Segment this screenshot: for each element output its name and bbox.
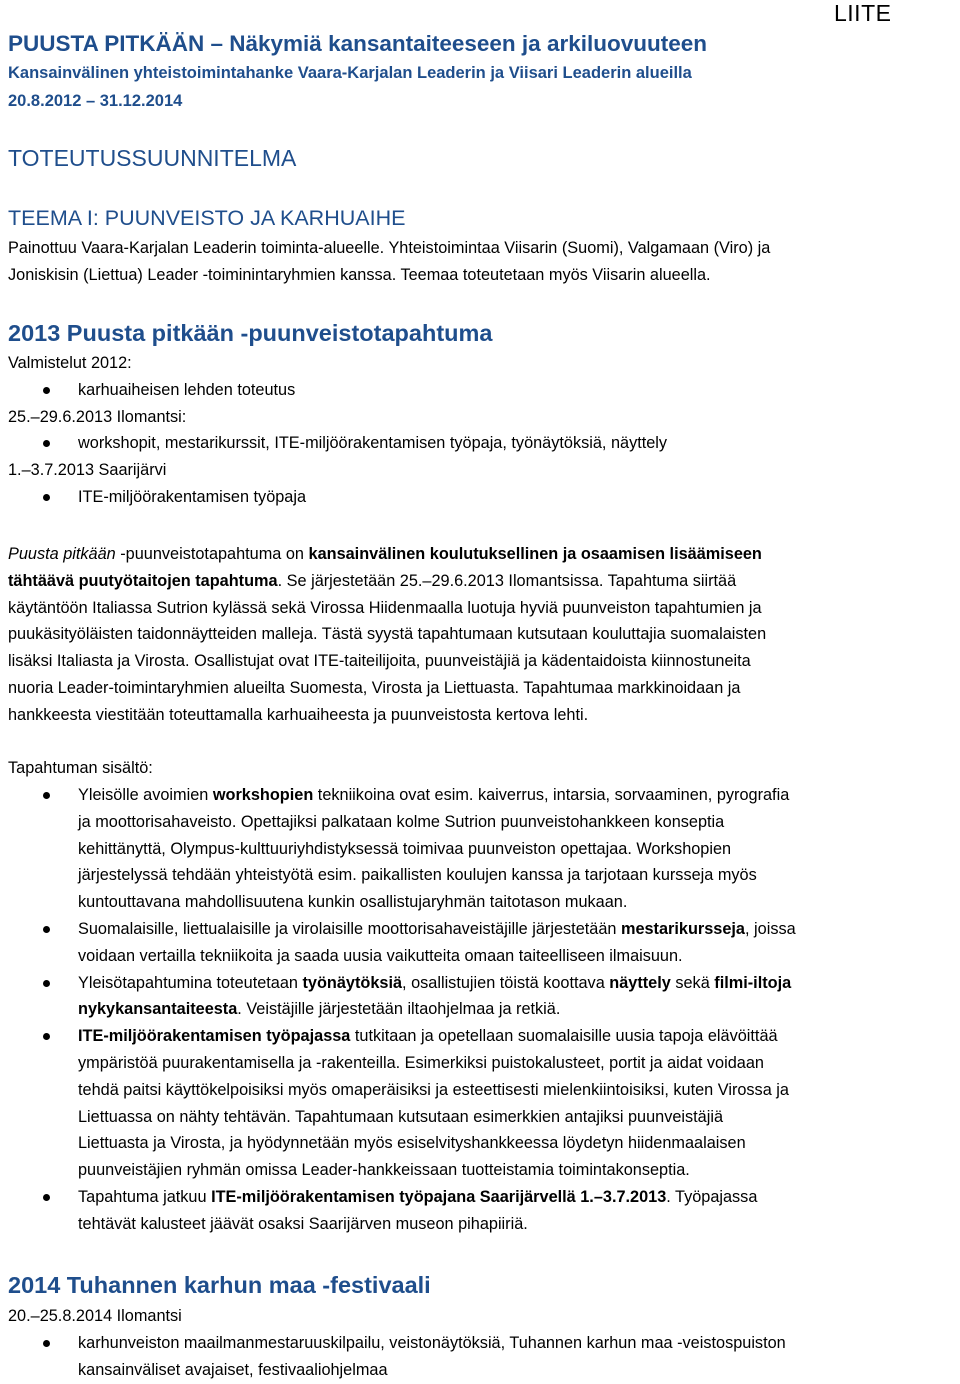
bullet-icon — [43, 926, 50, 933]
document-title: PUUSTA PITKÄÄN – Näkymiä kansantaiteeseen ja arkiluovuuteen — [8, 31, 707, 56]
theme-heading: TEEMA I: PUUNVEISTO JA KARHUAIHE — [8, 206, 406, 230]
section-2014-heading: 2014 Tuhannen karhun maa -festivaali — [8, 1272, 431, 1298]
bullet-icon — [43, 792, 50, 799]
festival-dates: 20.–25.8.2014 Ilomantsi — [8, 1307, 182, 1325]
event2-list — [8, 484, 956, 511]
bullet-icon — [43, 1033, 50, 1040]
description-line: Puusta pitkään -puunveistotapahtuma on kansainvälinen koulutuksellinen ja osaamisen lisäämiseen — [8, 545, 762, 563]
bullet-icon — [43, 440, 50, 447]
content-label: Tapahtuman sisältö: — [8, 759, 153, 777]
section-2013-body — [8, 350, 956, 511]
content-item-saarijarvi: Tapahtuma jatkuu ITE-miljöörakentamisen työpajana Saarijärvellä 1.–3.7.2013. Työpajassa tehtävät kalusteet jäävät osaksi Saarijärven museon pihapiiriä. — [8, 1184, 956, 1238]
plan-heading: TOTEUTUSSUUNNITELMA — [8, 145, 297, 171]
document-subtitle: Kansainvälinen yhteistoimintahanke Vaara-Karjalan Leaderin ja Viisari Leaderin alueilla — [8, 64, 692, 82]
theme-line: Painottuu Vaara-Karjalan Leaderin toiminta-alueelle. Yhteistoimintaa Viisarin (Suomi), Valgamaan (Viro) ja — [8, 239, 771, 257]
bullet-icon — [43, 980, 50, 987]
content-item-masterclasses: Suomalaisille, liettualaisille ja virolaisille moottorisahaveistäjille järjestetään mestarikursseja, joissa voidaan vertailla tekniikoita ja saada uusia vaikutteita omaan taiteelliseen ilmaisuun. — [8, 916, 956, 970]
event-description — [8, 541, 956, 729]
content-list — [8, 782, 956, 1238]
content-item-ite-workshop: ITE-miljöörakentamisen työpajassa tutkitaan ja opetellaan suomalaisille uusia tapoja elävöittää ympäristöä puurakentamisella ja -rakenteilla. Esimerkiksi puistokalusteet, portit ja aidat voidaan tehdä paitsi käyttökelpoisiksi myös omaperäisiksi ja esteettisesti mielenkiintoisiksi, kuten Virossa ja Liettuassa on nähty tehtävän. Tapahtumaan kutsutaan esimerkkien antajiksi puunveistäjiä Liettuasta ja Virosta, ja hyödynnetään myös esiselvityshankkeessa löydetyn hiidenmaalaisen puunveistäjien ryhmän omissa Leader-hankkeissaan tuotteistamia toimintakonseptia. — [8, 1023, 956, 1184]
bullet-icon — [43, 494, 50, 501]
bullet-icon — [43, 1340, 50, 1347]
list-item: workshopit, mestarikurssit, ITE-miljöörakentamisen työpaja, työnäytöksiä, näyttely — [8, 430, 956, 457]
event1-label: 25.–29.6.2013 Ilomantsi: — [8, 407, 187, 426]
list-item: ITE-miljöörakentamisen työpaja — [8, 484, 956, 511]
description-line: tähtäävä puutyötaitojen tapahtuma. Se järjestetään 25.–29.6.2013 Ilomantsissa. Tapahtuma siirtää — [8, 571, 737, 590]
event2-label: 1.–3.7.2013 Saarijärvi — [8, 461, 167, 480]
list-item: karhuaiheisen lehden toteutus — [8, 377, 956, 404]
project-dates: 20.8.2012 – 31.12.2014 — [8, 92, 183, 110]
list-item: karhunveiston maailmanmestaruuskilpailu, veistonäytöksiä, Tuhannen karhun maa -veistospuiston kansainväliset avajaiset, festivaaliohjelmaa — [8, 1330, 956, 1384]
section-2014-body — [8, 1303, 956, 1383]
description-line: nuoria Leader-toimintaryhmien alueilta Suomesta, Virosta ja Liettuasta. Tapahtumaa markkinoidaan ja — [8, 678, 741, 697]
theme-line: Joniskisin (Liettua) Leader -toiminintaryhmien kanssa. Teemaa toteutetaan myös Viisarin alueella. — [8, 265, 711, 284]
description-line: lisäksi Italiasta ja Virosta. Osallistujat ovat ITE-taiteilijoita, puunveistäjiä ja kädentaidoista kiinnostuneita — [8, 652, 751, 671]
section-2013-heading: 2013 Puusta pitkään -puunveistotapahtuma — [8, 320, 493, 346]
bullet-icon — [43, 387, 50, 394]
content-section — [8, 782, 956, 1238]
description-line: hankkeesta viestitään toteuttamalla karhuaiheesta ja puunveistosta kertova lehti. — [8, 705, 589, 724]
description-line: käytäntöön Italiassa Sutrion kylässä sekä Virossa Hiidenmaalla luotuja hyviä puunveiston tapahtumien ja — [8, 598, 762, 617]
description-line: puukäsityöläisten taidonnäytteiden malleja. Tästä syystä tapahtumaan kutsutaan kouluttajia suomalaisten — [8, 625, 767, 644]
prep-label: Valmistelut 2012: — [8, 354, 132, 372]
appendix-label: LIITE — [834, 0, 892, 26]
bullet-icon — [43, 1194, 50, 1201]
theme-paragraph — [8, 235, 956, 289]
prep-list — [8, 377, 956, 404]
event1-list — [8, 430, 956, 457]
festival-list — [8, 1330, 956, 1384]
content-item-public-events: Yleisötapahtumina toteutetaan työnäytöksiä, osallistujien töistä koottava näyttely sekä filmi-iltoja nykykansantaiteesta. Veistäjille järjestetään iltaohjelmaa ja retkiä. — [8, 970, 956, 1024]
content-item-workshops: Yleisölle avoimien workshopien tekniikoina ovat esim. kaiverrus, intarsia, sorvaaminen, pyrografia ja moottorisahaveisto. Opettajiksi palkataan kolme Sutrion puunveistohankkeen konseptia kehittänyttä, Olympus-kulttuuriyhdistyksessä toimivaa puunveiston opettajaa. Workshopien järjestelyssä tehdään yhteistyötä esim. paikallisten koulujen kanssa ja tarjotaan kursseja myös kuntouttavana mahdollisuutena kunkin osallistujaryhmän taitotason mukaan. — [8, 782, 956, 916]
